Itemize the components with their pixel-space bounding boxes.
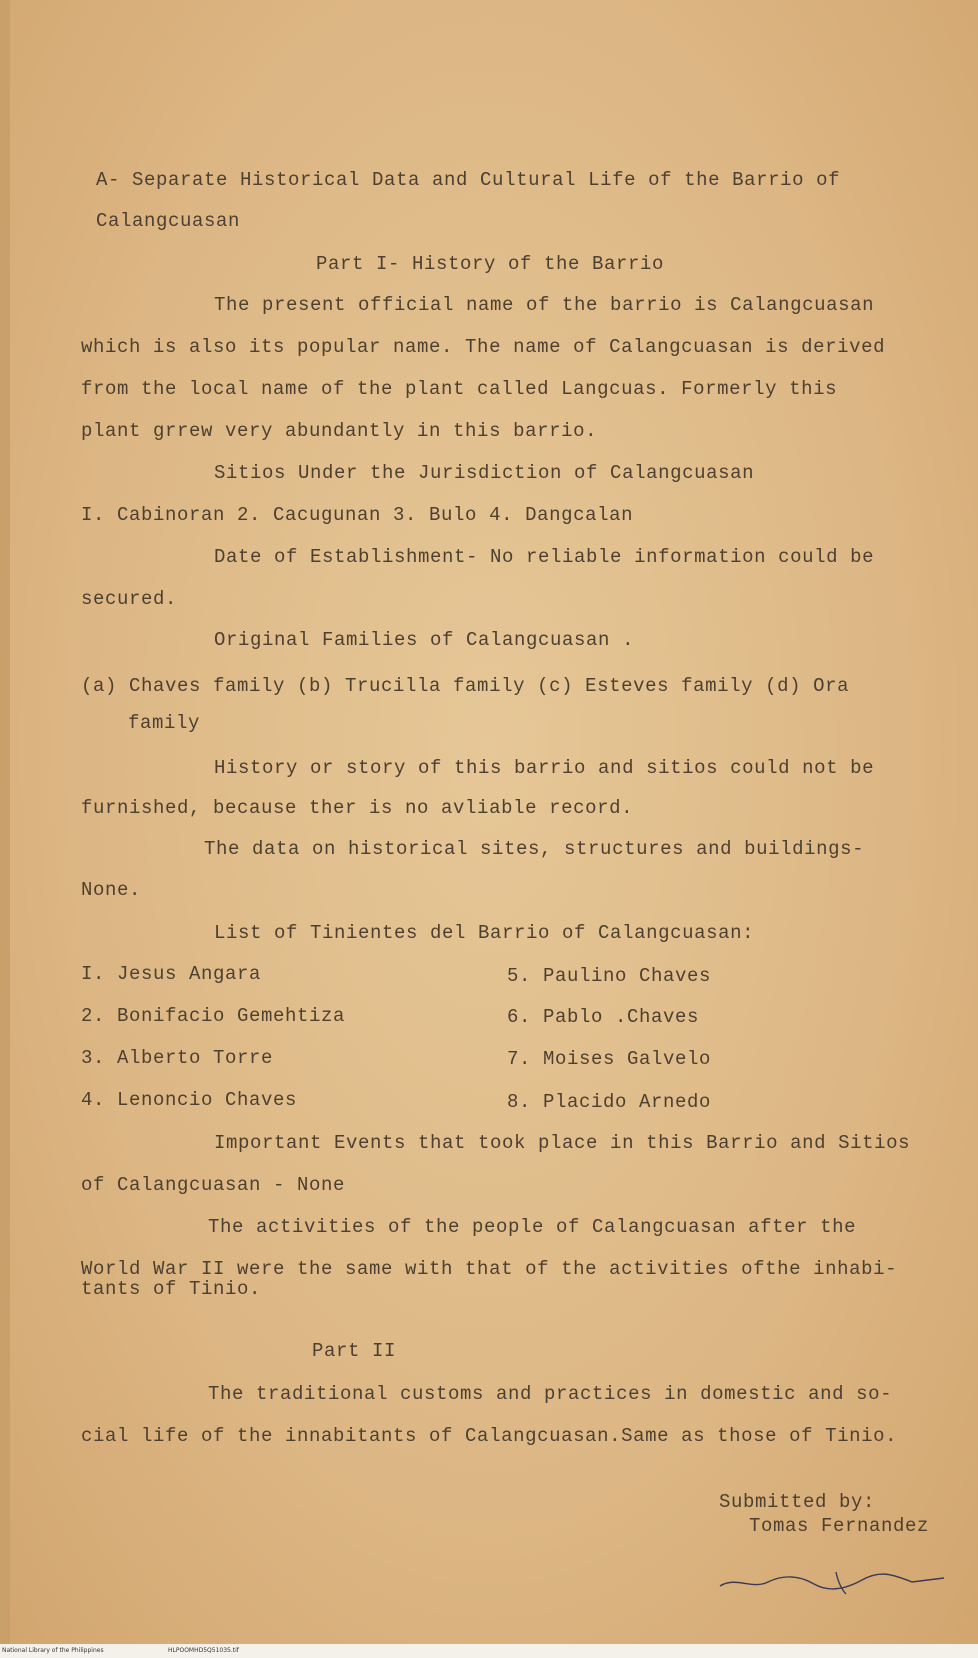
customs-line: cial life of the innabitants of Calangcuasan.Same as those of Tinio. <box>81 1425 898 1447</box>
events-line: of Calangcuasan - None <box>81 1174 346 1196</box>
submitted-by-label: Submitted by: <box>719 1491 876 1513</box>
history-line: History or story of this barrio and sitios could not be <box>214 757 875 779</box>
customs-line: The traditional customs and practices in domestic and so- <box>208 1383 893 1405</box>
heading-line-1: A- Separate Historical Data and Cultural Life of the Barrio of <box>96 169 841 191</box>
families-heading: Original Families of Calangcuasan . <box>214 629 635 651</box>
paragraph-line: which is also its popular name. The name of Calangcuasan is derived <box>81 336 886 358</box>
heading-line-2: Calangcuasan <box>96 210 241 232</box>
paragraph-line: from the local name of the plant called Langcuas. Formerly this <box>81 378 838 400</box>
establishment-line: Date of Establishment- No reliable information could be <box>214 546 875 568</box>
sitios-list: I. Cabinoran 2. Cacugunan 3. Bulo 4. Dangcalan <box>81 504 634 526</box>
activities-line: tants of Tinio. <box>81 1278 262 1300</box>
handwritten-signature <box>716 1568 956 1598</box>
teniente-item: 3. Alberto Torre <box>81 1047 274 1069</box>
activities-line: The activities of the people of Calangcuasan after the <box>208 1216 857 1238</box>
activities-line: World War II were the same with that of the activities ofthe inhabi- <box>81 1258 898 1280</box>
sites-line: The data on historical sites, structures and buildings- <box>204 838 865 860</box>
part2-title: Part II <box>312 1340 397 1362</box>
teniente-item: I. Jesus Angara <box>81 963 262 985</box>
footer-source: National Library of the Philippines <box>2 1647 104 1654</box>
establishment-line: secured. <box>81 588 178 610</box>
families-line: family <box>128 712 201 734</box>
families-line: (a) Chaves family (b) Trucilla family (c) Esteves family (d) Ora <box>81 675 850 697</box>
sitios-heading: Sitios Under the Jurisdiction of Calangcuasan <box>214 462 755 484</box>
teniente-item: 5. Paulino Chaves <box>507 965 712 987</box>
events-line: Important Events that took place in this Barrio and Sitios <box>214 1132 911 1154</box>
teniente-item: 8. Placido Arnedo <box>507 1091 712 1113</box>
teniente-item: 6. Pablo .Chaves <box>507 1006 700 1028</box>
archive-footer <box>0 1644 978 1658</box>
sites-line: None. <box>81 879 142 901</box>
paragraph-line: plant grrew very abundantly in this barrio. <box>81 420 598 442</box>
page-edge <box>0 0 10 1658</box>
history-line: furnished, because ther is no avliable record. <box>81 797 634 819</box>
teniente-item: 4. Lenoncio Chaves <box>81 1089 298 1111</box>
signatory-name: Tomas Fernandez <box>749 1515 930 1537</box>
tenientes-heading: List of Tinientes del Barrio of Calangcuasan: <box>214 922 755 944</box>
teniente-item: 7. Moises Galvelo <box>507 1048 712 1070</box>
teniente-item: 2. Bonifacio Gemehtiza <box>81 1005 346 1027</box>
part1-title: Part I- History of the Barrio <box>316 253 665 275</box>
footer-file: HLPOOMHD5Q51035.tif <box>168 1647 239 1654</box>
paragraph-line: The present official name of the barrio is Calangcuasan <box>214 294 875 316</box>
